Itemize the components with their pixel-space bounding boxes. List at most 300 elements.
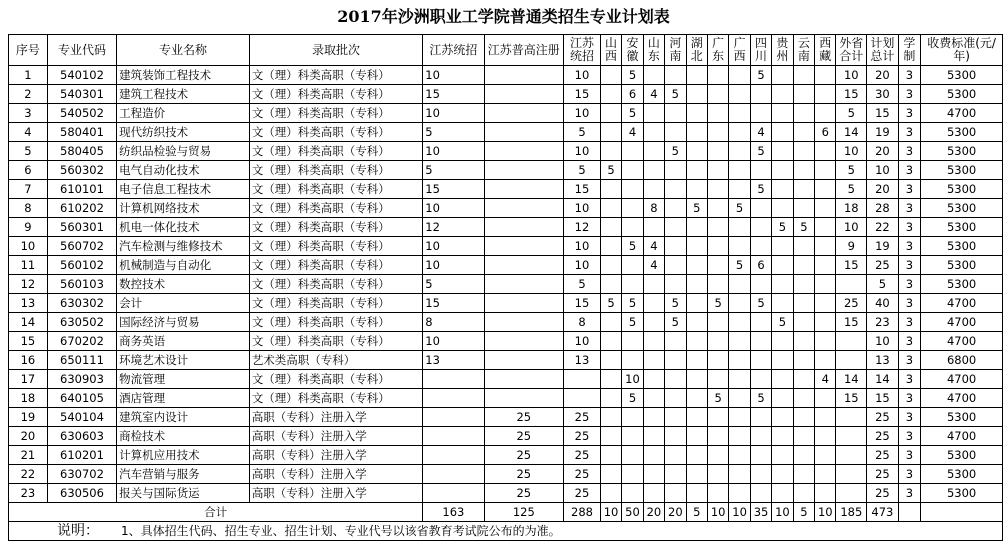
table-cell: 5 <box>622 237 643 256</box>
table-cell: 3 <box>898 104 920 123</box>
table-cell: 25 <box>564 484 601 503</box>
table-cell <box>665 66 686 85</box>
table-cell: 25 <box>867 408 899 427</box>
table-cell: 11 <box>9 256 48 275</box>
table-cell: 5 <box>836 180 867 199</box>
table-cell: 3 <box>898 199 920 218</box>
table-cell: 17 <box>9 370 48 389</box>
table-cell: 640105 <box>47 389 116 408</box>
table-cell <box>622 256 643 275</box>
table-cell <box>836 332 867 351</box>
table-row <box>9 237 1003 256</box>
table-cell <box>815 85 836 104</box>
table-cell: 4700 <box>921 104 1003 123</box>
table-cell: 15 <box>423 180 484 199</box>
table-cell: 5 <box>772 218 793 237</box>
table-cell: 10 <box>564 104 601 123</box>
table-cell <box>423 465 484 484</box>
table-cell: 4700 <box>921 427 1003 446</box>
table-cell: 文（理）科类高职（专科） <box>249 161 422 180</box>
table-cell <box>622 218 643 237</box>
table-cell <box>815 313 836 332</box>
table-cell: 5300 <box>921 85 1003 104</box>
table-cell <box>686 104 707 123</box>
table-cell: 610201 <box>47 446 116 465</box>
table-cell: 15 <box>423 294 484 313</box>
table-cell: 23 <box>9 484 48 503</box>
table-cell: 6 <box>750 256 771 275</box>
total-cell: 10 <box>729 503 750 522</box>
table-cell: 10 <box>423 332 484 351</box>
table-cell: 文（理）科类高职（专科） <box>249 218 422 237</box>
table-cell <box>665 218 686 237</box>
table-cell <box>665 123 686 142</box>
table-cell <box>772 66 793 85</box>
table-cell <box>564 389 601 408</box>
table-cell <box>729 484 750 503</box>
table-cell: 4 <box>643 237 664 256</box>
table-cell <box>793 199 814 218</box>
table-cell <box>484 180 564 199</box>
table-row <box>9 66 1003 85</box>
table-cell <box>729 85 750 104</box>
table-cell <box>815 199 836 218</box>
table-cell <box>707 218 728 237</box>
table-cell: 6800 <box>921 351 1003 370</box>
table-row <box>9 199 1003 218</box>
table-cell: 18 <box>9 389 48 408</box>
table-cell <box>772 256 793 275</box>
table-cell <box>793 408 814 427</box>
table-cell <box>707 66 728 85</box>
table-cell: 12 <box>423 218 484 237</box>
table-cell <box>665 332 686 351</box>
table-cell <box>729 66 750 85</box>
table-cell <box>600 389 621 408</box>
table-cell: 630502 <box>47 313 116 332</box>
table-cell <box>600 446 621 465</box>
table-cell <box>600 237 621 256</box>
table-cell <box>665 427 686 446</box>
table-cell <box>600 180 621 199</box>
table-cell: 5300 <box>921 408 1003 427</box>
column-header: 专业名称 <box>117 35 250 66</box>
table-cell: 5 <box>665 294 686 313</box>
table-cell: 25 <box>564 408 601 427</box>
table-cell <box>622 275 643 294</box>
table-cell: 文（理）科类高职（专科） <box>249 370 422 389</box>
table-cell <box>729 237 750 256</box>
table-cell <box>686 465 707 484</box>
table-cell: 13 <box>867 351 899 370</box>
table-cell: 4700 <box>921 370 1003 389</box>
table-cell <box>772 446 793 465</box>
table-cell: 3 <box>898 85 920 104</box>
table-cell: 630903 <box>47 370 116 389</box>
table-row <box>9 218 1003 237</box>
total-cell: 20 <box>643 503 664 522</box>
enrollment-plan-table <box>8 34 1003 522</box>
table-cell: 5 <box>600 161 621 180</box>
table-cell: 文（理）科类高职（专科） <box>249 256 422 275</box>
table-cell <box>707 180 728 199</box>
table-cell: 3 <box>898 313 920 332</box>
table-cell <box>729 351 750 370</box>
table-cell: 5300 <box>921 161 1003 180</box>
table-cell: 4700 <box>921 389 1003 408</box>
table-cell: 5 <box>665 313 686 332</box>
table-cell <box>622 161 643 180</box>
table-cell: 5 <box>423 275 484 294</box>
table-row <box>9 370 1003 389</box>
table-cell <box>729 465 750 484</box>
table-cell: 15 <box>867 104 899 123</box>
total-cell <box>898 503 920 522</box>
column-header: 学制 <box>898 35 920 66</box>
table-cell: 21 <box>9 446 48 465</box>
table-cell: 5 <box>665 85 686 104</box>
table-cell: 高职（专科）注册入学 <box>249 465 422 484</box>
table-cell <box>707 199 728 218</box>
column-header: 山东 <box>643 35 664 66</box>
table-cell <box>600 199 621 218</box>
total-cell: 10 <box>815 503 836 522</box>
table-cell <box>750 427 771 446</box>
table-row <box>9 332 1003 351</box>
table-cell: 25 <box>484 408 564 427</box>
page-title: 2017年沙洲职业工学院普通类招生专业计划表 <box>337 7 670 26</box>
table-cell: 纺织品检验与贸易 <box>117 142 250 161</box>
table-row <box>9 161 1003 180</box>
table-cell <box>643 180 664 199</box>
table-row <box>9 408 1003 427</box>
table-cell: 5 <box>836 161 867 180</box>
table-cell: 1 <box>9 66 48 85</box>
column-header: 湖北 <box>686 35 707 66</box>
table-cell <box>600 256 621 275</box>
table-cell <box>600 123 621 142</box>
table-cell <box>665 104 686 123</box>
table-cell <box>665 370 686 389</box>
table-row <box>9 123 1003 142</box>
table-cell: 10 <box>423 199 484 218</box>
table-cell: 22 <box>867 218 899 237</box>
table-cell <box>707 275 728 294</box>
table-cell <box>484 237 564 256</box>
table-cell <box>815 161 836 180</box>
table-cell: 10 <box>423 142 484 161</box>
table-cell: 13 <box>9 294 48 313</box>
table-cell: 酒店管理 <box>117 389 250 408</box>
table-cell <box>772 294 793 313</box>
table-cell <box>622 180 643 199</box>
table-cell <box>772 123 793 142</box>
table-cell: 10 <box>564 142 601 161</box>
table-cell: 23 <box>867 313 899 332</box>
table-cell: 5300 <box>921 275 1003 294</box>
table-cell: 15 <box>9 332 48 351</box>
table-cell <box>772 142 793 161</box>
table-cell: 文（理）科类高职（专科） <box>249 389 422 408</box>
table-cell <box>643 484 664 503</box>
table-cell <box>600 351 621 370</box>
table-row <box>9 465 1003 484</box>
table-cell: 8 <box>423 313 484 332</box>
table-cell <box>484 351 564 370</box>
table-cell: 文（理）科类高职（专科） <box>249 142 422 161</box>
table-cell <box>686 123 707 142</box>
total-cell: 10 <box>772 503 793 522</box>
table-cell <box>643 351 664 370</box>
table-cell <box>484 370 564 389</box>
table-cell: 20 <box>867 180 899 199</box>
table-cell: 18 <box>836 199 867 218</box>
table-cell: 6 <box>815 123 836 142</box>
table-cell: 高职（专科）注册入学 <box>249 484 422 503</box>
table-cell: 电子信息工程技术 <box>117 180 250 199</box>
table-cell: 10 <box>423 256 484 275</box>
table-cell: 580405 <box>47 142 116 161</box>
table-cell <box>686 370 707 389</box>
table-cell <box>793 446 814 465</box>
table-cell: 5 <box>750 294 771 313</box>
table-cell <box>793 256 814 275</box>
table-cell <box>793 351 814 370</box>
table-cell <box>707 370 728 389</box>
table-cell: 3 <box>898 484 920 503</box>
table-cell: 3 <box>898 123 920 142</box>
table-cell: 工程造价 <box>117 104 250 123</box>
table-cell: 5300 <box>921 199 1003 218</box>
column-header: 河南 <box>665 35 686 66</box>
table-cell: 文（理）科类高职（专科） <box>249 313 422 332</box>
table-cell: 商务英语 <box>117 332 250 351</box>
table-cell <box>686 256 707 275</box>
table-cell <box>772 427 793 446</box>
table-cell <box>643 313 664 332</box>
column-header: 序号 <box>9 35 48 66</box>
table-cell: 10 <box>564 199 601 218</box>
table-cell: 8 <box>643 199 664 218</box>
table-cell <box>707 104 728 123</box>
table-cell: 5 <box>867 275 899 294</box>
total-cell: 10 <box>600 503 621 522</box>
table-cell: 5 <box>686 199 707 218</box>
table-cell <box>815 427 836 446</box>
table-cell <box>750 85 771 104</box>
table-cell <box>484 294 564 313</box>
table-cell <box>686 237 707 256</box>
table-cell <box>750 199 771 218</box>
table-cell: 文（理）科类高职（专科） <box>249 85 422 104</box>
table-cell: 9 <box>836 237 867 256</box>
table-cell <box>686 66 707 85</box>
total-cell <box>921 503 1003 522</box>
table-cell: 5 <box>622 313 643 332</box>
table-cell <box>793 180 814 199</box>
table-cell <box>643 142 664 161</box>
table-cell <box>484 142 564 161</box>
table-cell <box>772 351 793 370</box>
table-cell: 4 <box>622 123 643 142</box>
table-cell: 5 <box>622 294 643 313</box>
total-cell: 35 <box>750 503 771 522</box>
table-cell <box>686 218 707 237</box>
table-cell <box>665 465 686 484</box>
table-cell <box>643 104 664 123</box>
table-cell <box>729 218 750 237</box>
table-cell: 汽车营销与服务 <box>117 465 250 484</box>
table-cell <box>772 389 793 408</box>
table-cell: 630702 <box>47 465 116 484</box>
table-cell <box>707 332 728 351</box>
table-cell <box>793 465 814 484</box>
table-cell <box>815 408 836 427</box>
table-cell: 650111 <box>47 351 116 370</box>
table-cell: 15 <box>564 180 601 199</box>
table-cell <box>793 427 814 446</box>
table-cell <box>707 351 728 370</box>
table-cell: 25 <box>867 465 899 484</box>
table-cell: 艺术类高职（专科） <box>249 351 422 370</box>
table-cell: 9 <box>9 218 48 237</box>
table-cell: 610101 <box>47 180 116 199</box>
table-cell <box>772 237 793 256</box>
table-cell: 5 <box>564 161 601 180</box>
table-cell: 商检技术 <box>117 427 250 446</box>
table-cell: 14 <box>867 370 899 389</box>
table-cell: 数控技术 <box>117 275 250 294</box>
table-cell: 4 <box>643 256 664 275</box>
table-cell <box>815 218 836 237</box>
table-cell: 高职（专科）注册入学 <box>249 408 422 427</box>
table-cell <box>836 427 867 446</box>
table-cell: 3 <box>898 237 920 256</box>
table-cell <box>772 199 793 218</box>
table-cell <box>643 275 664 294</box>
table-cell: 10 <box>867 161 899 180</box>
table-cell <box>815 484 836 503</box>
table-cell <box>707 256 728 275</box>
table-cell: 540502 <box>47 104 116 123</box>
table-cell <box>600 104 621 123</box>
table-cell: 5 <box>622 66 643 85</box>
table-cell: 3 <box>898 370 920 389</box>
table-cell <box>622 427 643 446</box>
table-row <box>9 427 1003 446</box>
table-cell <box>772 484 793 503</box>
table-cell <box>665 408 686 427</box>
table-cell <box>686 332 707 351</box>
table-cell: 25 <box>867 256 899 275</box>
table-cell: 4700 <box>921 332 1003 351</box>
table-cell: 8 <box>564 313 601 332</box>
table-cell: 15 <box>836 256 867 275</box>
table-cell <box>686 408 707 427</box>
table-cell <box>564 370 601 389</box>
table-cell <box>750 313 771 332</box>
table-cell <box>815 446 836 465</box>
table-cell <box>665 446 686 465</box>
table-cell <box>643 161 664 180</box>
table-cell: 文（理）科类高职（专科） <box>249 66 422 85</box>
table-cell <box>707 446 728 465</box>
table-cell <box>665 161 686 180</box>
table-cell: 文（理）科类高职（专科） <box>249 275 422 294</box>
table-cell <box>423 408 484 427</box>
table-cell: 5 <box>836 104 867 123</box>
table-cell: 现代纺织技术 <box>117 123 250 142</box>
table-cell <box>600 332 621 351</box>
column-header: 江苏统招 <box>423 35 484 66</box>
table-cell: 文（理）科类高职（专科） <box>249 104 422 123</box>
table-row <box>9 389 1003 408</box>
table-row <box>9 180 1003 199</box>
table-cell <box>686 351 707 370</box>
table-cell <box>793 275 814 294</box>
table-cell <box>622 351 643 370</box>
table-cell <box>815 465 836 484</box>
table-cell: 5 <box>707 294 728 313</box>
table-cell <box>793 123 814 142</box>
table-cell <box>836 275 867 294</box>
table-cell <box>686 275 707 294</box>
table-cell: 3 <box>9 104 48 123</box>
table-cell <box>665 199 686 218</box>
table-cell <box>643 332 664 351</box>
table-cell: 5300 <box>921 484 1003 503</box>
table-cell <box>707 408 728 427</box>
table-cell <box>729 370 750 389</box>
table-cell <box>750 446 771 465</box>
table-cell <box>686 484 707 503</box>
table-cell: 5 <box>729 199 750 218</box>
table-cell <box>750 484 771 503</box>
table-cell <box>772 332 793 351</box>
table-cell <box>750 275 771 294</box>
table-cell: 4700 <box>921 313 1003 332</box>
table-cell: 5 <box>750 180 771 199</box>
total-cell: 5 <box>686 503 707 522</box>
table-cell <box>772 370 793 389</box>
table-cell <box>793 332 814 351</box>
table-cell: 7 <box>9 180 48 199</box>
table-cell <box>484 389 564 408</box>
table-cell: 文（理）科类高职（专科） <box>249 294 422 313</box>
table-cell <box>643 427 664 446</box>
table-cell: 4700 <box>921 294 1003 313</box>
table-cell: 3 <box>898 351 920 370</box>
table-cell <box>815 256 836 275</box>
table-cell <box>665 180 686 199</box>
column-header: 广东 <box>707 35 728 66</box>
table-cell <box>750 218 771 237</box>
column-header: 收费标准(元/年) <box>921 35 1003 66</box>
column-header: 安徽 <box>622 35 643 66</box>
table-cell: 10 <box>423 66 484 85</box>
table-cell: 10 <box>423 237 484 256</box>
table-cell <box>484 256 564 275</box>
table-cell: 5 <box>750 389 771 408</box>
column-header: 广西 <box>729 35 750 66</box>
table-cell <box>600 313 621 332</box>
table-cell: 建筑室内设计 <box>117 408 250 427</box>
table-cell <box>665 351 686 370</box>
table-cell <box>484 332 564 351</box>
table-cell: 20 <box>9 427 48 446</box>
table-cell <box>600 465 621 484</box>
total-cell: 288 <box>564 503 601 522</box>
